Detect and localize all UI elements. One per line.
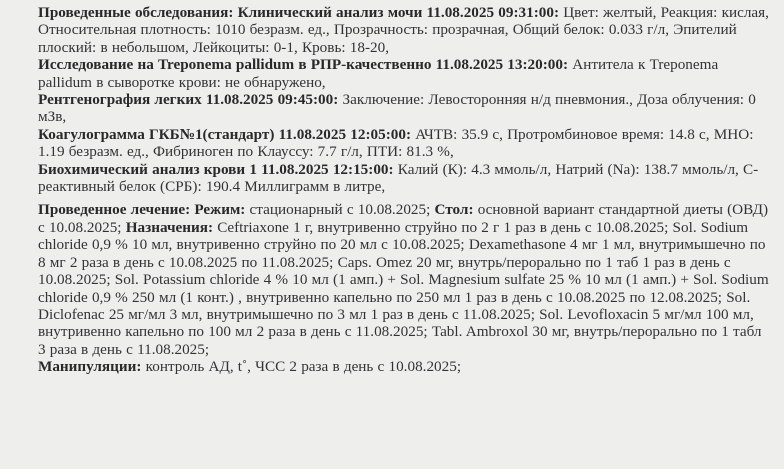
manipulations-text: контроль АД, t˚, ЧСС 2 раза в день с 10.08.2025; bbox=[141, 358, 462, 376]
manipulations-title: Манипуляции: bbox=[38, 358, 142, 376]
exam-results: АЧТВ: 35.9 с, Протромбиновое время: 14.8 с, МНО: 1.19 безразм. ед., Фибриноген по Клауссу: 7.7 г/л, ПТИ: 81.3 %, bbox=[38, 125, 754, 161]
exam-title: Биохимический анализ крови 1 11.08.2025 12:15:00: bbox=[38, 160, 394, 178]
exam-results: Цвет: желтый, Реакция: кислая, Относительная плотность: 1010 безразм. ед., Прозрачность: прозрачная, Общий белок: 0.033 г/л, Эпителий плоский: в небольшом, Лейкоциты: 0-1, Кровь: 18-20, bbox=[38, 4, 769, 56]
exam-urinalysis bbox=[38, 4, 770, 56]
exam-title: Исследование на Treponema pallidum в РПР-качественно 11.08.2025 13:20:00: bbox=[38, 56, 569, 74]
exam-title: Рентгенография легких 11.08.2025 09:45:00: bbox=[38, 91, 339, 109]
treatment-regime: стационарный с 10.08.2025; bbox=[245, 201, 435, 219]
treatment-title: Проведенное лечение: Режим: bbox=[38, 201, 246, 219]
manipulations-section bbox=[38, 358, 770, 375]
exam-results: Антитела к Treponema pallidum в сыворотке крови: не обнаружено, bbox=[38, 56, 719, 91]
table-label: Стол: bbox=[434, 201, 474, 219]
prescriptions-text: Ceftriaxone 1 г, внутривенно струйно по 2 г 1 раз в день с 10.08.2025; Sol. Sodium chloride 0,9 % 10 мл, внутривенно струйно по 20 мл с 10.08.2025; Dexamethasone 4 мг 1 мл, внутримышечно по 8 мг 2 раза в день с 10.08.2025 по 11.08.2025; Caps. Omez 20 мг, внутрь/перорально по 1 таб 1 раз в день с 10.08.2025; Sol. Potassium chloride 4 % 10 мл (1 амп.) + Sol. Magnesium sulfate 25 % 10 мл (1 амп.) + Sol. Sodium chloride 0,9 % 250 мл (1 конт.) , внутривенно капельно по 250 мл 1 раз в день с 10.08.2025 по 12.08.2025; Sol. Diclofenac 25 мг/мл 3 мл, внутримышечно по 3 мл 1 раз в день с 11.08.2025; Sol. Levofloxacin 5 мг/мл 100 мл, внутривенно капельно по 100 мл 2 раза в день с 11.08.2025; Tabl. Ambroxol 30 мг, внутрь/перорально по 1 табл 3 раза в день с 11.08.2025; bbox=[38, 218, 769, 358]
exam-results: Заключение: Левосторонняя н/д пневмония., Доза облучения: 0 мЗв, bbox=[38, 91, 756, 126]
exam-xray bbox=[38, 91, 770, 126]
exam-coagulogram bbox=[38, 126, 770, 161]
exam-title: Коагулограмма ГКБ№1(стандарт) 11.08.2025 12:05:00: bbox=[38, 125, 412, 143]
exam-biochemistry bbox=[38, 161, 770, 196]
treatment-section bbox=[38, 201, 770, 358]
exam-results: Калий (К): 4.3 ммоль/л, Натрий (Na): 138.7 ммоль/л, С-реактивный белок (СРБ): 190.4 Миллиграмм в литре, bbox=[38, 160, 759, 196]
exam-title: Проведенные обследования: Клинический анализ мочи 11.08.2025 09:31:00: bbox=[38, 4, 559, 21]
exam-treponema bbox=[38, 56, 770, 91]
table-text: основной вариант стандартной диеты (ОВД) с 10.08.2025; bbox=[38, 201, 769, 236]
prescriptions-label: Назначения: bbox=[125, 218, 214, 236]
